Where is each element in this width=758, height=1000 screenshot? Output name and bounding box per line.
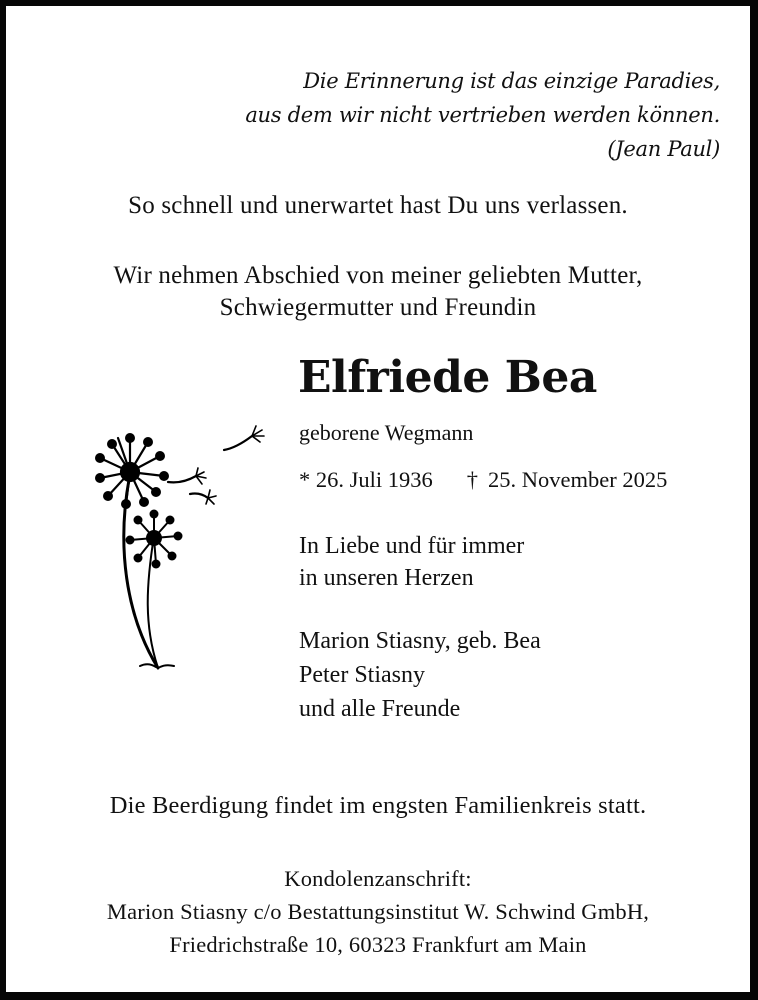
mourner: und alle Freunde — [299, 696, 461, 722]
quote-author: (Jean Paul) — [607, 137, 720, 161]
birth-star-icon: * — [299, 467, 311, 492]
born-name: geborene Wegmann — [299, 420, 474, 445]
farewell-line: Wir nehmen Abschied von meiner geliebten Mutter, — [113, 262, 643, 289]
condolence-line: Marion Stiasny c/o Bestattungsinstitut W. Schwind GmbH, — [106, 899, 650, 924]
mourner: Marion Stiasny, geb. Bea — [299, 628, 541, 654]
quote-line: aus dem wir nicht vertrieben werden können. — [245, 103, 720, 127]
death-cross-icon: † — [466, 467, 479, 492]
farewell-text — [6, 260, 750, 324]
condolence-line: Friedrichstraße 10, 60323 Frankfurt am Main — [169, 932, 587, 957]
quote-line: Die Erinnerung ist das einzige Paradies, — [303, 69, 720, 93]
condolence-heading: Kondolenzanschrift: — [284, 866, 472, 891]
lead-text: So schnell und unerwartet hast Du uns verlassen. — [128, 192, 628, 219]
condolence-address — [6, 862, 750, 961]
love-line: In Liebe und für immer — [299, 533, 525, 559]
death-date: 25. November 2025 — [488, 467, 668, 492]
farewell-line: Schwiegermutter und Freundin — [219, 294, 537, 321]
mourner: Peter Stiasny — [299, 662, 425, 688]
love-line: in unseren Herzen — [299, 565, 474, 591]
love-message — [299, 530, 524, 594]
dandelion-icon — [86, 386, 286, 686]
life-dates — [299, 467, 667, 493]
birth-date: 26. Juli 1936 — [315, 467, 433, 492]
epigraph-quote — [245, 64, 720, 166]
deceased-name: Elfriede Bea — [298, 352, 597, 403]
funeral-note: Die Beerdigung findet im engsten Familienkreis statt. — [109, 792, 647, 819]
mourners-list — [299, 624, 541, 726]
